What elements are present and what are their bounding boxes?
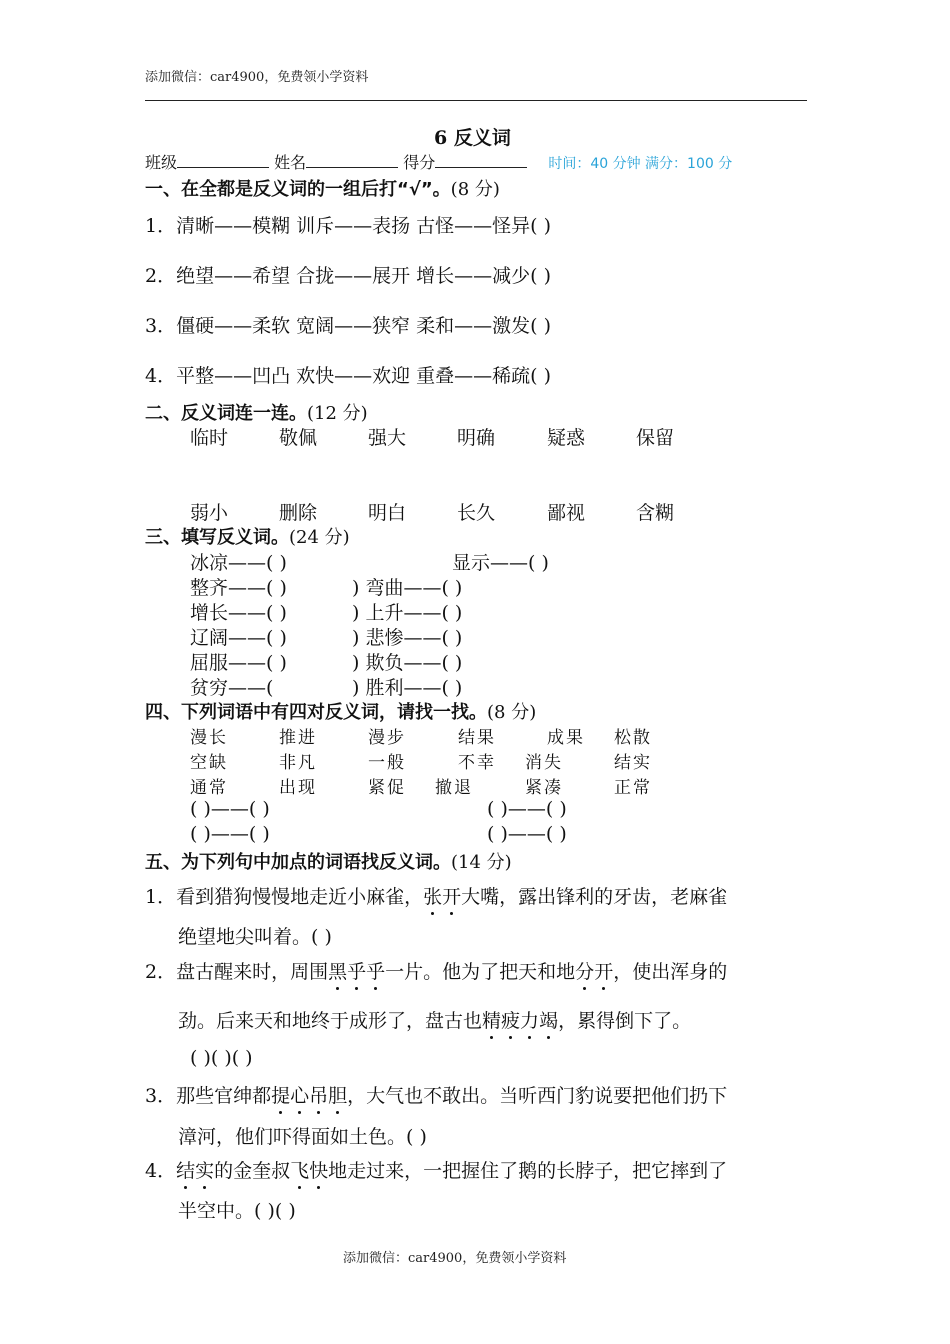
s3-left-item[interactable]: 屈服——( ) — [190, 652, 287, 674]
time-score-note: 时间：40 分钟 满分：100 分 — [548, 156, 733, 172]
section-5-heading — [145, 848, 512, 874]
emphasized-char: 结 — [176, 1156, 195, 1183]
s2-bottom-word[interactable]: 删除 — [279, 502, 318, 524]
s1-row-2: 2．绝望——希望 合拢——展开 增长——减少( ) — [145, 265, 552, 287]
emphasized-char: 快 — [309, 1156, 328, 1183]
s2-top-word[interactable]: 强大 — [368, 427, 407, 449]
s1-row-1: 1．清晰——模糊 训斥——表扬 古怪——怪异( ) — [145, 215, 552, 237]
s5-question-4: 4．结实的金奎叔飞快地走过来，一把握住了鹅的长脖子，把它摔到了 — [145, 1156, 727, 1183]
s3-left-item[interactable]: 贫穷——( — [190, 677, 274, 699]
s3-left-item[interactable]: 冰凉——( ) — [190, 552, 287, 574]
score-label: 得分 — [403, 153, 436, 172]
s2-top-word[interactable]: 疑惑 — [547, 427, 586, 449]
section-2-title: 二、反义词连一连。 — [145, 403, 307, 424]
s4-word: 漫步 — [368, 728, 406, 748]
section-2-heading — [145, 399, 368, 425]
s5-question-2: 2．盘古醒来时，周围黑乎乎一片。他为了把天和地分开，使出浑身的 — [145, 957, 727, 984]
s4-word: 通常 — [190, 778, 228, 798]
s4-word: 结实 — [614, 753, 652, 773]
emphasized-char: 提 — [271, 1081, 290, 1108]
header-rule — [145, 100, 807, 101]
s5-question-2-line-2: 劲。后来天和地终于成形了，盘古也精疲力竭，累得倒下了。 — [178, 1006, 691, 1033]
s4-answer-blank[interactable]: ( )——( ) — [487, 798, 567, 820]
section-5-points: (14 分) — [451, 852, 512, 873]
emphasized-char: 开 — [594, 957, 613, 984]
section-4-title: 四、下列词语中有四对反义词，请找一找。 — [145, 702, 487, 723]
section-4-heading — [145, 698, 536, 724]
s2-bottom-word[interactable]: 鄙视 — [547, 502, 586, 524]
s1-row-4: 4．平整——凹凸 欢快——欢迎 重叠——稀疏( ) — [145, 365, 552, 387]
section-1-points: (8 分) — [450, 179, 500, 200]
s4-word: 一般 — [368, 753, 406, 773]
class-blank[interactable] — [177, 152, 269, 168]
s4-word: 松散 — [614, 728, 652, 748]
emphasized-char: 心 — [290, 1081, 309, 1108]
s2-bottom-word[interactable]: 弱小 — [190, 502, 229, 524]
emphasized-char: 张 — [423, 882, 442, 909]
s2-bottom-word[interactable]: 长久 — [457, 502, 496, 524]
s5-question-3: 3．那些官绅都提心吊胆，大气也不敢出。当听西门豹说要把他们扔下 — [145, 1081, 727, 1108]
s3-left-item[interactable]: 整齐——( ) — [190, 577, 287, 599]
s5-question-1: 1．看到猎狗慢慢地走近小麻雀，张开大嘴，露出锋利的牙齿，老麻雀 — [145, 882, 727, 909]
s4-answer-blank[interactable]: ( )——( ) — [487, 823, 567, 845]
emphasized-char: 吊 — [309, 1081, 328, 1108]
s4-word: 不幸 — [458, 753, 496, 773]
s3-right-item[interactable]: ) 悲惨——( ) — [352, 627, 463, 649]
s4-answer-blank[interactable]: ( )——( ) — [190, 798, 270, 820]
section-4-points: (8 分) — [487, 702, 537, 723]
section-3-title: 三、填写反义词。 — [145, 527, 289, 548]
s4-word: 正常 — [614, 778, 652, 798]
s4-word: 消失 — [525, 753, 563, 773]
footer-text: 添加微信：car4900，免费领小学资料 — [343, 1251, 567, 1266]
s3-right-item[interactable]: ) 弯曲——( ) — [352, 577, 463, 599]
section-1-title: 一、在全都是反义词的一组后打“√”。 — [145, 179, 451, 200]
section-5-title: 五、为下列句中加点的词语找反义词。 — [145, 852, 451, 873]
s2-top-word[interactable]: 保留 — [636, 427, 675, 449]
emphasized-char: 乎 — [366, 957, 385, 984]
s5-question-3-line-2[interactable]: 漳河，他们吓得面如土色。( ) — [178, 1126, 427, 1148]
emphasized-char: 力 — [520, 1006, 539, 1033]
s3-right-item[interactable]: 显示——( ) — [452, 552, 549, 574]
s5-question-2-blanks[interactable]: ( )( )( ) — [190, 1047, 253, 1069]
s4-word: 非凡 — [279, 753, 317, 773]
name-blank[interactable] — [306, 152, 398, 168]
s3-right-item[interactable]: ) 上升——( ) — [352, 602, 463, 624]
class-label: 班级 — [145, 153, 178, 172]
header-text: 添加微信：car4900，免费领小学资料 — [145, 70, 369, 85]
s4-word: 紧促 — [368, 778, 406, 798]
s4-word: 结果 — [458, 728, 496, 748]
emphasized-char: 开 — [442, 882, 461, 909]
section-2-points: (12 分) — [307, 403, 368, 424]
page-title: 6 反义词 — [434, 127, 511, 149]
emphasized-char: 分 — [575, 957, 594, 984]
name-label: 姓名 — [274, 153, 307, 172]
section-3-points: (24 分) — [289, 527, 350, 548]
emphasized-char: 胆 — [328, 1081, 347, 1108]
s1-row-3: 3．僵硬——柔软 宽阔——狭窄 柔和——激发( ) — [145, 315, 552, 337]
emphasized-char: 黑 — [328, 957, 347, 984]
emphasized-char: 疲 — [501, 1006, 520, 1033]
score-blank[interactable] — [435, 152, 527, 168]
emphasized-char: 乎 — [347, 957, 366, 984]
s3-left-item[interactable]: 增长——( ) — [190, 602, 287, 624]
s2-top-word[interactable]: 明确 — [457, 427, 496, 449]
s4-word: 漫长 — [190, 728, 228, 748]
s2-bottom-word[interactable]: 含糊 — [636, 502, 675, 524]
student-info-row — [145, 150, 732, 173]
s4-word: 空缺 — [190, 753, 228, 773]
s3-left-item[interactable]: 辽阔——( ) — [190, 627, 287, 649]
s2-bottom-word[interactable]: 明白 — [368, 502, 407, 524]
s4-word: 成果 — [547, 728, 585, 748]
s5-question-4-line-2[interactable]: 半空中。( )( ) — [178, 1200, 296, 1222]
s2-top-word[interactable]: 临时 — [190, 427, 229, 449]
s4-word: 紧凑 — [525, 778, 563, 798]
emphasized-char: 实 — [195, 1156, 214, 1183]
emphasized-char: 飞 — [290, 1156, 309, 1183]
s4-word: 撤退 — [435, 778, 473, 798]
s2-top-word[interactable]: 敬佩 — [279, 427, 318, 449]
emphasized-char: 精 — [482, 1006, 501, 1033]
s3-right-item[interactable]: ) 欺负——( ) — [352, 652, 463, 674]
s4-answer-blank[interactable]: ( )——( ) — [190, 823, 270, 845]
section-3-heading — [145, 523, 350, 549]
emphasized-char: 竭 — [539, 1006, 558, 1033]
s3-right-item[interactable]: ) 胜利——( ) — [352, 677, 463, 699]
section-1-heading — [145, 175, 500, 201]
s4-word: 出现 — [279, 778, 317, 798]
s4-word: 推进 — [279, 728, 317, 748]
s5-question-1-line-2[interactable]: 绝望地尖叫着。( ) — [178, 926, 332, 948]
